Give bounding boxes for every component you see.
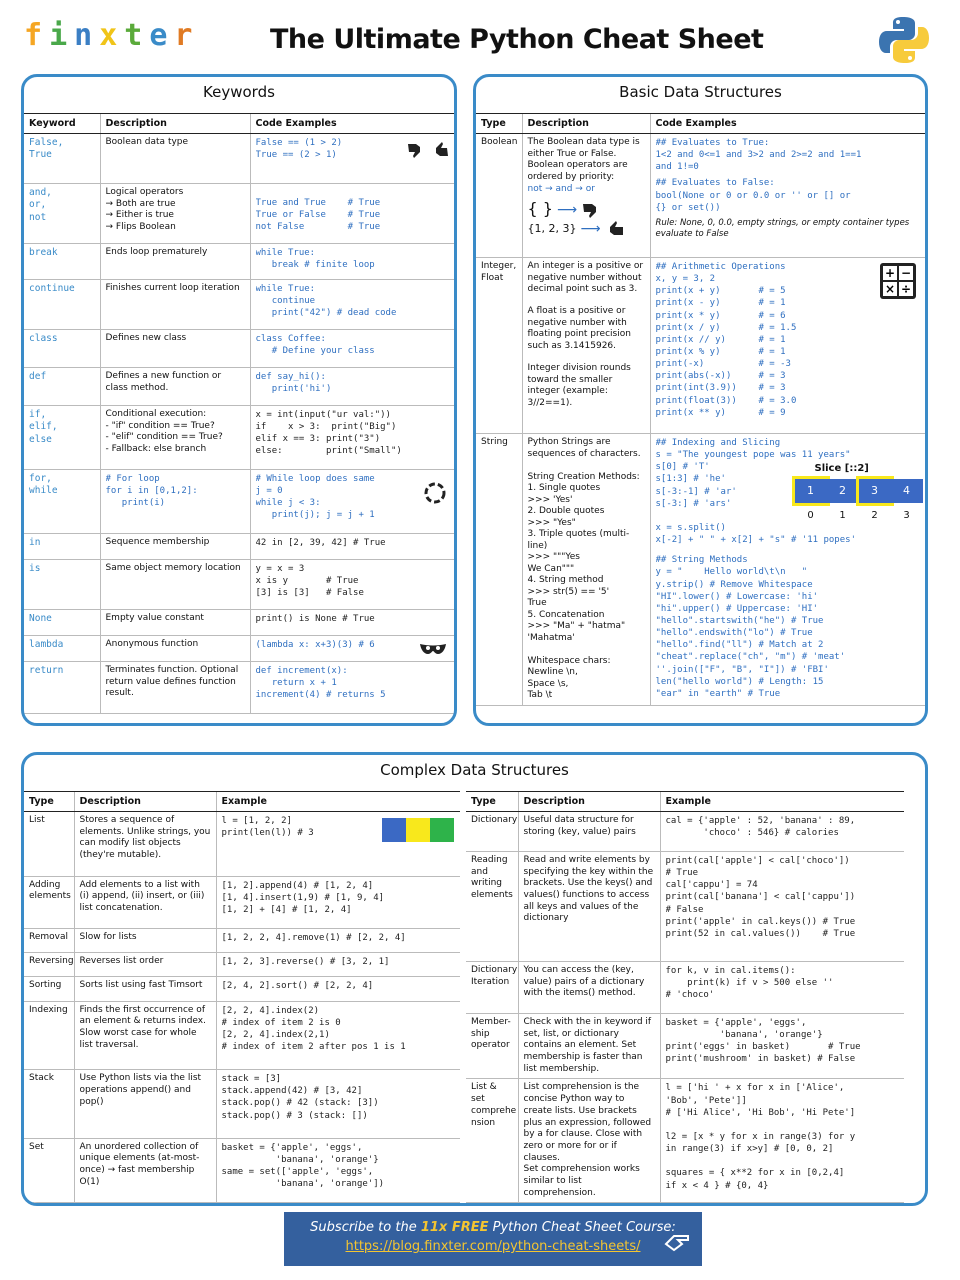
type-cell: Member-ship operator bbox=[466, 1014, 518, 1079]
description-cell: Slow for lists bbox=[74, 928, 216, 952]
python-logo-icon bbox=[878, 14, 930, 66]
type-cell: Set bbox=[24, 1138, 74, 1203]
code-example: True and True # True True or False # True not False # True bbox=[255, 198, 381, 233]
code-example: while True: continue print("42") # dead code bbox=[255, 284, 397, 319]
code-example: class Coffee: # Define your class bbox=[255, 334, 375, 357]
svg-text:×: × bbox=[884, 282, 896, 296]
svg-text:÷: ÷ bbox=[900, 282, 912, 296]
code-example: l = ['hi ' + x for x in ['Alice', 'Bob', 'Pete']] # ['Hi Alice', 'Hi Bob', 'Hi Pete'] l2 = [x * y for x in range(3) for y in range(3) if x>y] # [0, 0, 2] squares = { x**2 for x in [0,2,4] if x < 4 } # {0, 4} bbox=[665, 1083, 856, 1191]
code-example: y = x = 3 x is y # True [3] is [3] # False bbox=[255, 564, 364, 599]
col-example: Example bbox=[216, 792, 460, 812]
table-row bbox=[24, 812, 460, 877]
complex-data-structures-panel bbox=[21, 752, 928, 1206]
keywords-panel bbox=[21, 74, 457, 726]
table-row bbox=[466, 852, 904, 962]
slice-index: 3 bbox=[903, 510, 910, 521]
table-row-numbers bbox=[476, 258, 925, 434]
col-keyword: Keyword bbox=[24, 114, 100, 134]
keyword: break bbox=[24, 244, 100, 280]
keyword: and, or, not bbox=[24, 184, 100, 244]
example-cell bbox=[216, 812, 460, 877]
bool-rule: Rule: None, 0, 0.0, empty strings, or empty container types evaluate to False bbox=[655, 217, 910, 239]
code-example: print() is None # True bbox=[255, 614, 375, 624]
code-cell bbox=[650, 134, 925, 258]
thumbs-down-icon bbox=[581, 202, 601, 218]
slice-cell: 2 bbox=[827, 479, 859, 503]
description-cell: Sorts list using fast Timsort bbox=[74, 977, 216, 1001]
example-cell bbox=[660, 1079, 904, 1203]
slice-cell: 4 bbox=[891, 479, 923, 503]
example-cell bbox=[216, 876, 460, 928]
description: Sequence membership bbox=[100, 534, 250, 560]
mask-icon bbox=[418, 640, 448, 658]
code-cell bbox=[250, 560, 454, 610]
svg-text:−: − bbox=[900, 266, 912, 280]
example-cell bbox=[216, 1001, 460, 1070]
type-cell: Dictionary Iteration bbox=[466, 962, 518, 1014]
description-cell: Stores a sequence of elements. Unlike strings, you can modify list objects (they're mutable). bbox=[74, 812, 216, 877]
svg-text:+: + bbox=[884, 266, 896, 280]
table-row bbox=[24, 368, 454, 406]
type-cell: Stack bbox=[24, 1070, 74, 1139]
code-example: [1, 2, 2, 4].remove(1) # [2, 2, 4] bbox=[221, 932, 406, 943]
basic-data-structures-panel bbox=[473, 74, 928, 726]
keyword: class bbox=[24, 330, 100, 368]
description-cell: Reverses list order bbox=[74, 953, 216, 977]
description: Boolean data type bbox=[100, 134, 250, 184]
description-cell: Check with the in keyword if set, list, or dictionary contains an element. Set membership is faster than list membership. bbox=[518, 1014, 660, 1079]
finxter-logo: finxter bbox=[24, 18, 200, 53]
full-set: {1, 2, 3} bbox=[527, 222, 577, 236]
code-cell bbox=[250, 534, 454, 560]
code-cell bbox=[650, 434, 925, 706]
code-cell bbox=[250, 470, 454, 534]
description: Empty value constant bbox=[100, 610, 250, 636]
subscribe-banner bbox=[284, 1212, 702, 1266]
code-example: [1, 2, 3].reverse() # [3, 2, 1] bbox=[221, 957, 390, 968]
table-row bbox=[24, 534, 454, 560]
slice-cell: 1 bbox=[795, 479, 827, 503]
table-row bbox=[24, 470, 454, 534]
for-code-cell bbox=[100, 470, 250, 534]
empty-set: { } bbox=[527, 199, 553, 219]
table-row bbox=[24, 953, 460, 977]
description-cell: Add elements to a list with (i) append, (ii) insert, or (iii) list concatenation. bbox=[74, 876, 216, 928]
division-desc: Integer division rounds toward the smaller integer (example: 3//2==1). bbox=[527, 362, 631, 408]
description: Anonymous function bbox=[100, 636, 250, 662]
type-boolean: Boolean bbox=[476, 134, 522, 258]
bool-code-false: ## Evaluates to False: bool(None or 0 or 0.0 or '' or [] or {} or set()) bbox=[655, 178, 851, 213]
col-description: Description bbox=[74, 792, 216, 812]
keywords-title: Keywords bbox=[203, 83, 275, 101]
example-cell bbox=[216, 1070, 460, 1139]
example-cell bbox=[660, 852, 904, 962]
col-description: Description bbox=[100, 114, 250, 134]
table-row bbox=[24, 1138, 460, 1203]
code-example: [2, 2, 4].index(2) # index of item 2 is 0 [2, 2, 4].index(2,1) # index of item 2 after pos 1 is 1 bbox=[221, 1005, 406, 1052]
code-cell bbox=[250, 662, 454, 714]
table-row bbox=[24, 928, 460, 952]
code-cell bbox=[250, 406, 454, 470]
slice-index: 1 bbox=[839, 510, 846, 521]
int-desc: An integer is a positive or negative number without decimal point such as 3. bbox=[527, 261, 644, 295]
code-example: for k, v in cal.items(): print(k) if v > 500 else '' # 'choco' bbox=[665, 966, 834, 1001]
example-cell bbox=[216, 977, 460, 1001]
description bbox=[522, 134, 650, 258]
keyword: for, while bbox=[24, 470, 100, 534]
table-row bbox=[24, 610, 454, 636]
code-example: # For loop for i in [0,1,2]: print(i) bbox=[105, 474, 198, 509]
table-row bbox=[24, 1001, 460, 1070]
table-row bbox=[466, 1079, 904, 1203]
thumbs-icon bbox=[406, 140, 450, 160]
course-link[interactable]: https://blog.finxter.com/python-cheat-sheets/ bbox=[345, 1239, 641, 1254]
col-type: Type bbox=[24, 792, 74, 812]
col-example: Example bbox=[660, 792, 904, 812]
table-row-string bbox=[476, 434, 925, 706]
col-type: Type bbox=[476, 114, 522, 134]
list-color-square bbox=[430, 818, 454, 842]
table-row bbox=[24, 330, 454, 368]
loop-icon bbox=[422, 480, 448, 506]
keyword: def bbox=[24, 368, 100, 406]
float-desc: A float is a positive or negative number with floating point precision such as 3.1415926. bbox=[527, 306, 631, 352]
basic-table bbox=[476, 113, 925, 706]
table-row bbox=[24, 876, 460, 928]
type-cell: Removal bbox=[24, 928, 74, 952]
slice-cell: 3 bbox=[859, 479, 891, 503]
description bbox=[522, 258, 650, 434]
type-cell: List & set comprehe nsion bbox=[466, 1079, 518, 1203]
type-number: Integer, Float bbox=[476, 258, 522, 434]
type-cell: Indexing bbox=[24, 1001, 74, 1070]
pointing-hand-icon bbox=[662, 1224, 694, 1254]
list-colors-icon bbox=[382, 818, 454, 842]
table-row bbox=[466, 1014, 904, 1079]
description: Ends loop prematurely bbox=[100, 244, 250, 280]
type-cell: Reading and writing elements bbox=[466, 852, 518, 962]
keyword: False, True bbox=[24, 134, 100, 184]
code-example: def increment(x): return x + 1 increment(4) # returns 5 bbox=[255, 666, 386, 701]
description: Defines new class bbox=[100, 330, 250, 368]
example-cell bbox=[216, 928, 460, 952]
type-cell: List bbox=[24, 812, 74, 877]
thumbs-up-icon bbox=[605, 221, 625, 237]
string-desc: Python Strings are sequences of characters. String Creation Methods: 1. Single quotes >>> 'Yes' 2. Double quotes >>> "Yes" 3. Triple quotes (multi-line) >>> """Yes We Can""" 4. String method >>> str(5) == '5' True 5. Concatenation >>> "Ma" + "hatma" 'Mahatma' Whitespace chars: Newline \n, Space \s, Tab \t bbox=[522, 434, 650, 706]
complex-tables bbox=[24, 791, 925, 1203]
description: Finishes current loop iteration bbox=[100, 280, 250, 330]
bool-code-true: ## Evaluates to True: 1<2 and 0<=1 and 3>2 and 2>=2 and 1==1 and 1!=0 bbox=[655, 138, 862, 173]
full-set-row bbox=[528, 220, 645, 238]
table-row bbox=[466, 962, 904, 1014]
code-cell bbox=[250, 134, 454, 184]
description-cell: List comprehension is the concise Python way to create lists. Use brackets plus an expression, followed by a for clause. Close with zero or more for or if clauses. Set comprehension works similar to list comprehension. bbox=[518, 1079, 660, 1203]
table-row bbox=[24, 662, 454, 714]
col-description: Description bbox=[522, 114, 650, 134]
empty-set-row bbox=[528, 199, 645, 220]
code-example: cal = {'apple' : 52, 'banana' : 89, 'choco' : 546} # calories bbox=[665, 816, 856, 839]
description-cell: An unordered collection of unique elements (at-most-once) → fast membership O(1) bbox=[74, 1138, 216, 1203]
table-row bbox=[24, 977, 460, 1001]
description: Logical operators → Both are true → Either is true → Flips Boolean bbox=[100, 184, 250, 244]
table-row bbox=[24, 280, 454, 330]
type-cell: Sorting bbox=[24, 977, 74, 1001]
code-example: basket = {'apple', 'eggs', 'banana', 'orange'} same = set(['apple', 'eggs', 'banana', 'orange']) bbox=[221, 1142, 385, 1190]
code-cell bbox=[250, 184, 454, 244]
table-row-boolean bbox=[476, 134, 925, 258]
table-row bbox=[24, 244, 454, 280]
slice-indices bbox=[795, 509, 929, 522]
description-cell: Read and write elements by specifying the key within the brackets. Use the keys() and values() functions to access all keys and values of the dictionary bbox=[518, 852, 660, 962]
code-example: stack = [3] stack.append(42) # [3, 42] stack.pop() # 42 (stack: [3]) stack.pop() # 3 (stack: []) bbox=[221, 1074, 379, 1121]
keyword: is bbox=[24, 560, 100, 610]
slice-diagram bbox=[795, 462, 929, 522]
code-example: basket = {'apple', 'eggs', 'banana', 'orange'} print('eggs' in basket) # True print('mushroom' in basket) # False bbox=[665, 1018, 861, 1065]
code-example: [1, 2].append(4) # [1, 2, 4] [1, 4].insert(1,9) # [1, 9, 4] [1, 2] + [4] # [1, 2, 4] bbox=[221, 880, 385, 915]
code-cell bbox=[250, 244, 454, 280]
keyword: lambda bbox=[24, 636, 100, 662]
col-code: Code Examples bbox=[250, 114, 454, 134]
list-color-square bbox=[382, 818, 406, 842]
basic-title: Basic Data Structures bbox=[619, 83, 782, 101]
col-type: Type bbox=[466, 792, 518, 812]
code-cell bbox=[650, 258, 925, 434]
code-cell bbox=[250, 330, 454, 368]
keyword: if, elif, else bbox=[24, 406, 100, 470]
table-row bbox=[24, 636, 454, 662]
slice-index: 0 bbox=[807, 510, 814, 521]
string-methods-code: ## String Methods y = " Hello world\t\n " y.strip() # Remove Whitespace "HI".lower() # Lowercase: 'hi' "hi".upper() # Uppercase: 'HI' "hello".startswith("he") # True "hello".endswith("lo") # True "hello".find("ll") # Match at 2 "cheat".replace("ch", "m") # 'meat' ''.join(["F", "B", "I"]) # 'FBI' len("hello world") # Length: 15 "ear" in "earth" # True bbox=[655, 555, 846, 699]
code-example: (lambda x: x+3)(3) # 6 bbox=[255, 640, 375, 650]
type-string: String bbox=[476, 434, 522, 706]
bool-priority: not → and → or bbox=[527, 183, 595, 194]
slice-index: 2 bbox=[871, 510, 878, 521]
code-example: def say_hi(): print('hi') bbox=[255, 372, 332, 395]
while-code-example: # While loop does same j = 0 while j < 3: print(j); j = j + 1 bbox=[255, 474, 375, 521]
slice-boxes bbox=[795, 479, 929, 503]
page-title: The Ultimate Python Cheat Sheet bbox=[270, 24, 764, 55]
code-example: x = int(input("ur val:")) if x > 3: print("Big") elif x == 3: print("3") else: print("Small") bbox=[255, 410, 402, 457]
table-row bbox=[466, 812, 904, 852]
description-cell: You can access the (key, value) pairs of a dictionary with the items() method. bbox=[518, 962, 660, 1014]
code-example: [2, 4, 2].sort() # [2, 2, 4] bbox=[221, 981, 374, 992]
table-row bbox=[24, 134, 454, 184]
arrow-icon: ⟶ bbox=[580, 221, 601, 238]
keyword: in bbox=[24, 534, 100, 560]
example-cell bbox=[660, 812, 904, 852]
complex-title: Complex Data Structures bbox=[380, 761, 569, 779]
arrow-icon: ⟶ bbox=[556, 201, 578, 218]
description: Same object memory location bbox=[100, 560, 250, 610]
type-cell: Dictionary bbox=[466, 812, 518, 852]
slice-label: Slice [::2] bbox=[814, 463, 869, 474]
description: Terminates function. Optional return value defines function result. bbox=[100, 662, 250, 714]
code-cell bbox=[250, 610, 454, 636]
bool-desc: The Boolean data type is either True or False. Boolean operators are ordered by priority: bbox=[527, 137, 640, 183]
table-row bbox=[24, 560, 454, 610]
description-cell: Useful data structure for storing (key, value) pairs bbox=[518, 812, 660, 852]
code-example: print(cal['apple'] < cal['choco']) # True cal['cappu'] = 74 print(cal['banana'] < cal['cappu']) # False print('apple' in cal.keys()) # True print(52 in cal.values()) # True bbox=[665, 856, 856, 939]
banner-highlight: 11x FREE bbox=[420, 1220, 489, 1235]
type-cell: Adding elements bbox=[24, 876, 74, 928]
code-example: False == (1 > 2) True == (2 > 1) bbox=[255, 138, 343, 161]
table-row bbox=[24, 1070, 460, 1139]
arithmetic-code: ## Arithmetic Operations x, y = 3, 2 print(x + y) # = 5 print(x - y) # = 1 print(x * y) # = 6 print(x / y) # = 1.5 print(x // y) # = 1 print(x % y) # = 1 print(-x) # = -3 print(abs(-x)) # = 3 print(int(3.9)) # = 3 print(float(3)) # = 3.0 print(x ** y) # = 9 bbox=[655, 262, 797, 418]
code-cell bbox=[250, 280, 454, 330]
complex-table-right bbox=[466, 791, 904, 1203]
banner-text: Python Cheat Sheet Course: bbox=[488, 1220, 676, 1235]
example-cell bbox=[216, 953, 460, 977]
code-cell bbox=[250, 636, 454, 662]
code-example: while True: break # finite loop bbox=[255, 248, 375, 271]
keyword: continue bbox=[24, 280, 100, 330]
description: Conditional execution: - "if" condition == True? - "elif" condition == True? - Fallback: else branch bbox=[100, 406, 250, 470]
keyword: return bbox=[24, 662, 100, 714]
example-cell bbox=[216, 1138, 460, 1203]
calculator-icon bbox=[879, 262, 917, 300]
col-description: Description bbox=[518, 792, 660, 812]
code-cell bbox=[250, 368, 454, 406]
code-example: l = [1, 2, 2] print(len(l)) # 3 bbox=[221, 816, 314, 839]
table-row bbox=[24, 184, 454, 244]
list-color-square bbox=[406, 818, 430, 842]
description: Defines a new function or class method. bbox=[100, 368, 250, 406]
type-cell: Reversing bbox=[24, 953, 74, 977]
example-cell bbox=[660, 1014, 904, 1079]
table-row bbox=[24, 406, 454, 470]
keywords-table bbox=[24, 113, 454, 714]
indexing-code: ## Indexing and Slicing s = "The youngest pope was 11 years" s[0] # 'T' s[1:3] # 'he' s[-3:-1] # 'ar' s[-3:] # 'ars' x = s.split() x[-2] + " " + x[2] + "s" # '11 popes' bbox=[655, 438, 856, 546]
description-cell: Use Python lists via the list operations append() and pop() bbox=[74, 1070, 216, 1139]
example-cell bbox=[660, 962, 904, 1014]
complex-table-left bbox=[24, 791, 460, 1203]
keyword: None bbox=[24, 610, 100, 636]
banner-text: Subscribe to the bbox=[310, 1220, 421, 1235]
col-code: Code Examples bbox=[650, 114, 925, 134]
description-cell: Finds the first occurrence of an element & returns index. Slow worst case for whole list traversal. bbox=[74, 1001, 216, 1070]
code-example: 42 in [2, 39, 42] # True bbox=[255, 538, 386, 548]
